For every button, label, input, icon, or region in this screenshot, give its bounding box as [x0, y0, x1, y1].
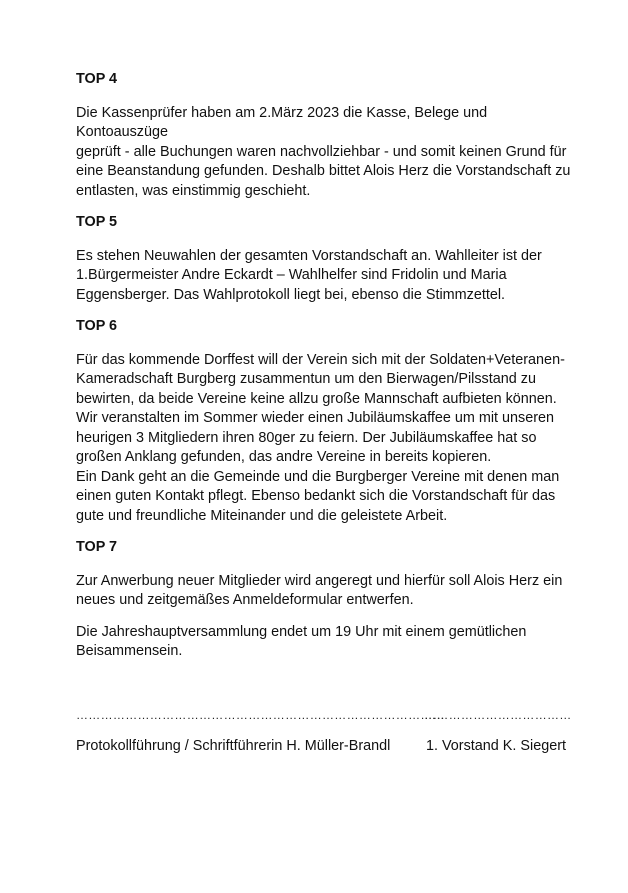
section-top7 — [76, 538, 576, 662]
section-paragraph: Es stehen Neuwahlen der gesamten Vorstandschaft an. Wahlleiter ist der 1.Bürgermeister Andre Eckardt – Wahlhelfer sind Fridolin und Maria Eggensberger. Das Wahlprotokoll liegt bei, ebenso die Stimmzettel. — [76, 247, 542, 303]
section-heading: TOP 6 — [76, 318, 118, 334]
section-paragraph: Zur Anwerbung neuer Mitglieder wird angeregt und hierfür soll Alois Herz ein neues und zeitgemäßes Anmeldeformular entwerfen. — [76, 572, 563, 608]
section-paragraph: Die Kassenprüfer haben am 2.März 2023 die Kasse, Belege und Kontoauszüge geprüft - alle Buchungen waren nachvollziehbar - und somit keinen Grund für eine Beanstandung gefunden. Deshalb bittet Alois Herz die Vorstandschaft zu entlasten, was einstimmig geschieht. — [76, 104, 571, 199]
document-body — [76, 70, 576, 674]
signature-label-chairman: 1. Vorstand K. Siegert — [426, 738, 566, 754]
closing-paragraph: Die Jahreshauptversammlung endet um 19 Uhr mit einem gemütlichen Beisammensein. — [76, 623, 527, 659]
section-paragraph: Für das kommende Dorffest will der Verein sich mit der Soldaten+Veteranen- Kameradschaft Burgberg zusammentun um den Bierwagen/Pilsstand zu bewirten, da beide Vereine keine allzu große Mannschaft aufbieten können. Wir veranstalten im Sommer wieder einen Jubiläumskaffee um mit unseren heurigen 3 Mitgliedern ihren 80ger zu feiern. Der Jubiläumskaffee hat so großen Anklang gefunden, das andre Vereine in bereits kopieren. Ein Dank geht an die Gemeinde und die Burgberger Vereine mit denen man einen guten Kontakt pflegt. Ebenso bedankt sich die Vorstandschaft für das gute und freundliche Miteinander und die geleistete Arbeit. — [76, 351, 565, 524]
section-heading: TOP 4 — [76, 71, 118, 87]
signature-label-secretary: Protokollführung / Schriftführerin H. Müller-Brandl — [76, 738, 391, 754]
section-top6 — [76, 317, 576, 526]
signature-line-left: ……………………………………………………………………………… — [76, 708, 445, 722]
section-top4 — [76, 70, 576, 201]
section-top5 — [76, 213, 576, 305]
section-heading: TOP 5 — [76, 214, 118, 230]
signature-line-right: ……………………………… — [424, 708, 572, 722]
section-heading: TOP 7 — [76, 539, 118, 555]
